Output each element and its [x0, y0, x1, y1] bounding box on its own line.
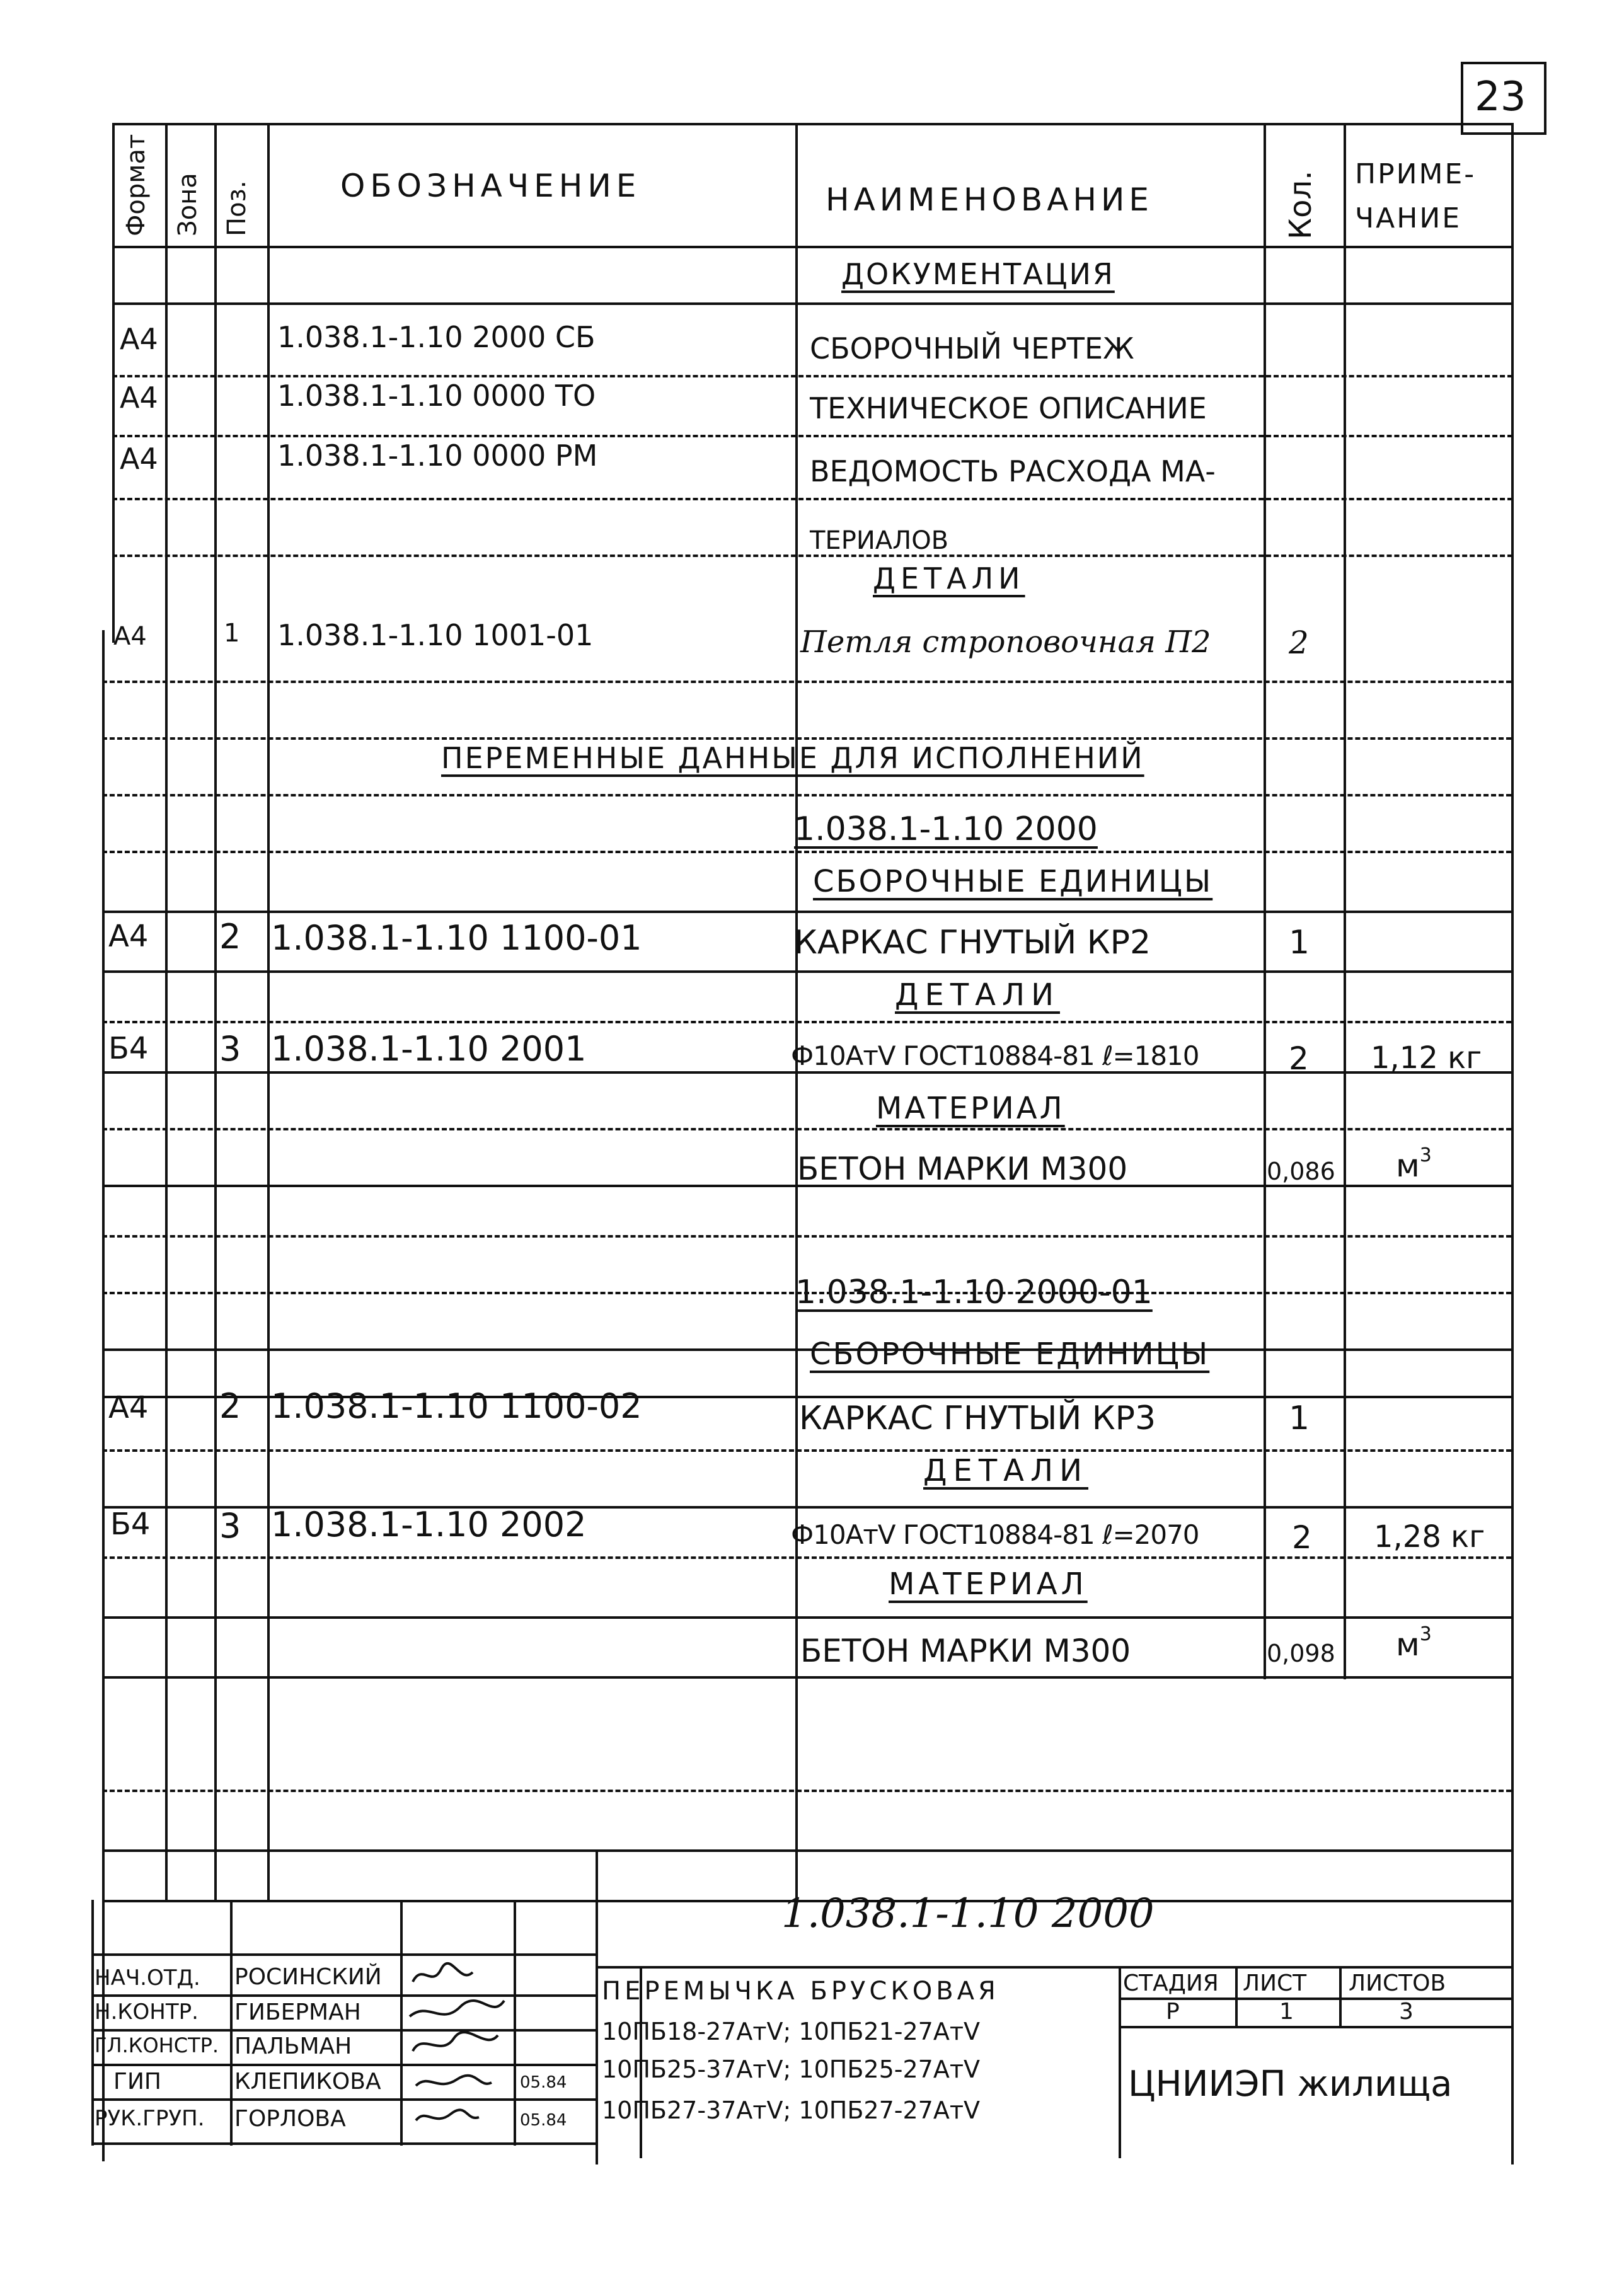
- v2-details-section: ДЕТАЛИ: [923, 1453, 1088, 1488]
- detail-designation: 1.038.1-1.10 1001-01: [277, 618, 594, 652]
- v2-detail-name: Ф10АтⅤ ГОСТ10884-81 ℓ=2070: [791, 1519, 1199, 1550]
- variable-data-title: ПЕРЕМЕННЫЕ ДАННЫЕ ДЛЯ ИСПОЛНЕНИЙ: [441, 741, 1144, 775]
- doc-row-format: А4: [120, 442, 158, 476]
- header-zone: Зона: [173, 173, 202, 236]
- person-name: РОСИНСКИЙ: [234, 1964, 382, 1990]
- sig-col-line: [400, 1900, 403, 2146]
- person-name: ПАЛЬМАН: [234, 2033, 352, 2059]
- variant2-assembly-section: СБОРОЧНЫЕ ЕДИНИЦЫ: [810, 1337, 1210, 1372]
- v2-assembly-name: КАРКАС ГНУТЫЙ КР3: [799, 1400, 1156, 1437]
- v1-detail-designation: 1.038.1-1.10 2001: [271, 1029, 587, 1069]
- sig-row-line: [91, 1953, 596, 1956]
- v1-details-section: ДЕТАЛИ: [895, 977, 1060, 1013]
- person-name: КЛЕПИКОВА: [234, 2069, 381, 2095]
- frame-top: [112, 123, 1512, 125]
- row-line: [102, 1676, 1511, 1679]
- header-qty: Кол.: [1283, 170, 1318, 239]
- v2-detail-note: 1,28 кг: [1374, 1519, 1485, 1555]
- doc-row-designation: 1.038.1-1.10 0000 ТО: [277, 379, 596, 413]
- v1-material-section: МАТЕРИАЛ: [876, 1091, 1065, 1126]
- header-note-line2: ЧАНИЕ: [1355, 202, 1462, 234]
- row-line: [102, 794, 1511, 796]
- row-line: [102, 1790, 1511, 1792]
- variant1-code: 1.038.1-1.10 2000: [794, 810, 1098, 848]
- frame-left-upper: [112, 123, 115, 643]
- row-line: [102, 851, 1511, 853]
- person-name: ГОРЛОВА: [234, 2106, 346, 2132]
- signatures-image: [403, 1957, 510, 2142]
- sig-col-line: [514, 1900, 516, 2146]
- role: ГИП: [113, 2069, 161, 2095]
- doc-row-designation: 1.038.1-1.10 2000 СБ: [277, 320, 596, 354]
- row-line: [102, 1616, 1511, 1619]
- sign-date: 05.84: [520, 2111, 567, 2130]
- v2-assembly-format: А4: [108, 1390, 149, 1425]
- title-line: 10ПБ27-37АтⅤ; 10ПБ27-27АтⅤ: [602, 2096, 980, 2124]
- row-line: [102, 681, 1511, 683]
- title-block-line: [1235, 1966, 1238, 2026]
- sheet-label: ЛИСТ: [1243, 1970, 1307, 1996]
- unit-base: м: [1396, 1147, 1420, 1184]
- v1-assembly-name: КАРКАС ГНУТЫЙ КР2: [794, 924, 1151, 962]
- col-line-pos: [214, 123, 217, 1900]
- doc-row-format: А4: [120, 322, 158, 356]
- row-line: [102, 1348, 1511, 1351]
- v1-assembly-designation: 1.038.1-1.10 1100-01: [271, 918, 642, 958]
- sig-row-line: [91, 2064, 596, 2066]
- unit-exp: 3: [1419, 1623, 1432, 1645]
- v2-material-section: МАТЕРИАЛ: [889, 1567, 1088, 1602]
- detail-qty: 2: [1289, 624, 1309, 661]
- title-block-line: [1119, 1966, 1121, 2158]
- v1-detail-name: Ф10АтⅤ ГОСТ10884-81 ℓ=1810: [791, 1040, 1199, 1071]
- row-line: [102, 1449, 1511, 1452]
- v1-assembly-qty: 1: [1289, 924, 1310, 962]
- col-line-name: [795, 123, 798, 1900]
- v2-material-name: БЕТОН МАРКИ М300: [800, 1633, 1131, 1669]
- row-line: [102, 1021, 1511, 1023]
- stage-label: СТАДИЯ: [1123, 1970, 1219, 1996]
- row-line: [112, 435, 1512, 437]
- variant1-assembly-section: СБОРОЧНЫЕ ЕДИНИЦЫ: [813, 864, 1213, 899]
- detail-pos: 1: [224, 619, 240, 648]
- row-line: [112, 302, 1512, 305]
- section-documentation: ДОКУМЕНТАЦИЯ: [841, 257, 1115, 291]
- row-line: [112, 498, 1512, 500]
- person-name: ГИБЕРМАН: [234, 1999, 361, 2025]
- unit-exp: 3: [1419, 1144, 1432, 1166]
- v1-detail-format: Б4: [108, 1031, 149, 1066]
- v2-assembly-pos: 2: [219, 1386, 241, 1426]
- section-details: ДЕТАЛИ: [873, 561, 1025, 595]
- row-line: [102, 1849, 1511, 1852]
- col-line-zone: [165, 123, 168, 1900]
- sig-row-line: [91, 1994, 596, 1997]
- doc-row-designation: 1.038.1-1.10 0000 РМ: [277, 439, 598, 473]
- v1-material-unit: [1396, 1144, 1432, 1184]
- row-line: [102, 1235, 1511, 1238]
- page-number: 23: [1475, 74, 1526, 120]
- v2-material-unit: [1396, 1623, 1432, 1663]
- row-line: [102, 1128, 1511, 1130]
- header-bottom: [112, 246, 1512, 248]
- sheets-value: 3: [1399, 1999, 1414, 2025]
- doc-row-name-cont: ТЕРИАЛОВ: [810, 526, 949, 555]
- v2-detail-pos: 3: [219, 1506, 241, 1546]
- header-designation: ОБОЗНАЧЕНИЕ: [340, 168, 642, 204]
- title-line: ПЕРЕМЫЧКА БРУСКОВАЯ: [602, 1977, 999, 2006]
- sig-row-line: [91, 2098, 596, 2101]
- v1-detail-note: 1,12 кг: [1371, 1040, 1482, 1076]
- v1-material-name: БЕТОН МАРКИ М300: [797, 1151, 1128, 1187]
- doc-row-name: ВЕДОМОСТЬ РАСХОДА МА-: [810, 454, 1216, 488]
- v2-assembly-qty: 1: [1289, 1400, 1310, 1437]
- header-name: НАИМЕНОВАНИЕ: [826, 181, 1153, 218]
- row-line: [112, 375, 1512, 377]
- title-block-line: [1339, 1966, 1342, 2026]
- title-block-line: [596, 1966, 1512, 1969]
- detail-format: А4: [113, 622, 147, 651]
- title-block-doc-code: 1.038.1-1.10 2000: [781, 1890, 1155, 1937]
- v1-assembly-pos: 2: [219, 917, 241, 957]
- row-line: [102, 1556, 1511, 1559]
- header-format: Формат: [122, 134, 151, 236]
- v1-detail-qty: 2: [1289, 1040, 1309, 1077]
- title-block-line: [1119, 2026, 1512, 2028]
- role: Н.КОНТР.: [95, 1999, 199, 2025]
- v2-detail-designation: 1.038.1-1.10 2002: [271, 1505, 587, 1544]
- doc-row-name: ТЕХНИЧЕСКОЕ ОПИСАНИЕ: [810, 391, 1207, 425]
- title-line: 10ПБ18-27АтⅤ; 10ПБ21-27АтⅤ: [602, 2018, 980, 2045]
- v1-material-qty: 0,086: [1267, 1158, 1335, 1185]
- sig-row-line: [91, 2029, 596, 2032]
- row-line: [102, 911, 1511, 913]
- sheets-label: ЛИСТОВ: [1349, 1970, 1446, 1996]
- doc-row-format: А4: [120, 381, 158, 415]
- header-pos: Поз.: [222, 180, 251, 236]
- sig-col-line: [230, 1900, 233, 2146]
- v1-detail-pos: 3: [219, 1029, 241, 1069]
- role: НАЧ.ОТД.: [95, 1965, 200, 1991]
- detail-name: Петля строповочная П2: [800, 624, 1211, 660]
- unit-base: м: [1396, 1626, 1420, 1663]
- frame-right: [1511, 123, 1514, 2164]
- role: РУК.ГРУП.: [95, 2106, 205, 2131]
- v2-material-qty: 0,098: [1267, 1640, 1335, 1667]
- sig-col-line: [91, 1900, 94, 2146]
- col-line-note: [1344, 123, 1346, 1679]
- col-line-qty: [1264, 123, 1266, 1679]
- v2-detail-qty: 2: [1292, 1519, 1312, 1556]
- sign-date: 05.84: [520, 2073, 567, 2092]
- row-line: [102, 737, 1511, 740]
- row-line: [102, 970, 1511, 973]
- title-line: 10ПБ25-37АтⅤ; 10ПБ25-27АтⅤ: [602, 2055, 980, 2083]
- organization: ЦНИИЭП жилища: [1128, 2064, 1453, 2105]
- title-block-line: [596, 1849, 598, 2164]
- v1-assembly-format: А4: [108, 919, 149, 954]
- variant2-code: 1.038.1-1.10 2000-01: [795, 1273, 1153, 1311]
- sheet-value: 1: [1279, 1999, 1294, 2025]
- col-line-designation: [267, 123, 270, 1900]
- role: ГЛ.КОНСТР.: [95, 2033, 219, 2057]
- header-note-line1: ПРИМЕ-: [1355, 158, 1477, 190]
- doc-row-name: СБОРОЧНЫЙ ЧЕРТЕЖ: [810, 331, 1134, 365]
- v2-assembly-designation: 1.038.1-1.10 1100-02: [271, 1386, 642, 1426]
- v2-detail-format: Б4: [110, 1507, 151, 1542]
- sig-row-line: [91, 2142, 596, 2145]
- stage-value: Р: [1166, 1999, 1180, 2025]
